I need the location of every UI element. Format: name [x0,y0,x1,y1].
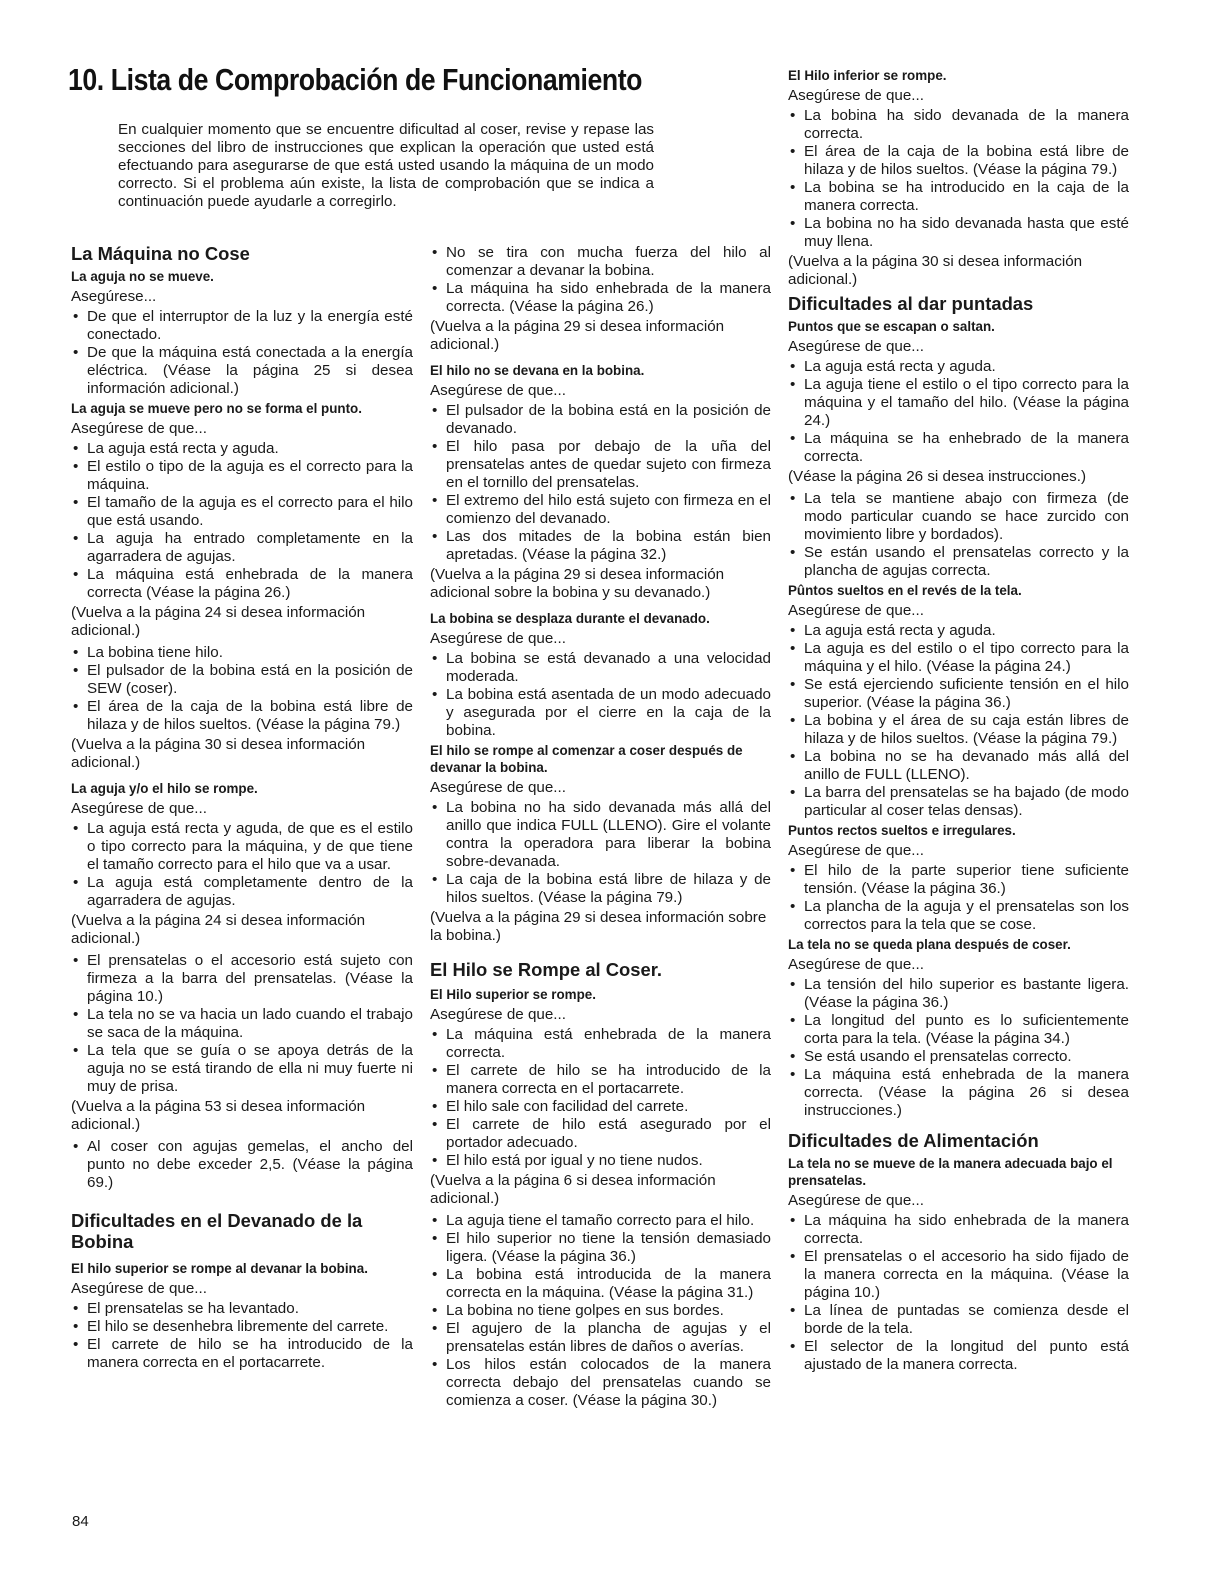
section-heading-feeding-difficulties: Dificultades de Alimentación [788,1130,1039,1151]
subheading-fabric-puckers: La tela no se queda plana después de coser. [788,937,1071,952]
lead-text: Asegúrese... [71,288,157,305]
bullet-list [430,244,771,316]
reference-note: (Vuelva a la página 29 si desea información sobre la bobina.) [430,909,767,944]
list-item: • Se está usando el prensatelas correcto. [788,1048,1129,1066]
list-item: • De que el interruptor de la luz y la energía esté conectado. [71,308,413,344]
lead-text: Asegúrese de que... [788,87,924,104]
list-item: • La tensión del hilo superior es bastante ligera. (Véase la página 36.) [788,976,1129,1012]
list-item: • La máquina está enhebrada de la manera correcta (Véase la página 26.) [71,566,413,602]
list-item: • La máquina se ha enhebrado de la manera correcta. [788,430,1129,466]
list-item: • La tela que se guía o se apoya detrás de la aguja no se está tirando de ella ni muy fuerte ni muy de prisa. [71,1042,413,1096]
lead-text: Asegúrese de que... [430,779,566,796]
list-item: • El prensatelas o el accesorio ha sido fijado de la manera correcta en la máquina. (Véase la página 10.) [788,1248,1129,1302]
intro-paragraph: En cualquier momento que se encuentre dificultad al coser, revise y repase las secciones del libro de instrucciones que explican la operación que usted está efectuando para asegurarse de que está usted usando la máquina de un modo correcto. Si el problema aún existe, la lista de comprobación que se indica a continuación puede ayudarle a corregirlo. [118,121,654,210]
list-item: • Se está ejerciendo suficiente tensión en el hilo superior. (Véase la página 36.) [788,676,1129,712]
lead-text: Asegúrese de que... [788,842,924,859]
list-item: • La bobina tiene hilo. [71,644,413,662]
list-item: • El selector de la longitud del punto está ajustado de la manera correcta. [788,1338,1129,1374]
bullet-list [788,976,1129,1120]
reference-note: (Vuelva a la página 29 si desea información adicional.) [430,318,725,353]
list-item: • La bobina se ha introducido en la caja de la manera correcta. [788,179,1129,215]
list-item: • El hilo se desenhebra libremente del carrete. [71,1318,413,1336]
subheading-irregular-straight-stitches: Puntos rectos sueltos e irregulares. [788,823,1016,838]
list-item: • La bobina se está devanado a una velocidad moderada. [430,650,771,686]
list-item: • La bobina no tiene golpes en sus bordes. [430,1302,771,1320]
section-heading-thread-breaks-sewing: El Hilo se Rompe al Coser. [430,959,663,980]
subheading-needle-thread-breaks: La aguja y/o el hilo se rompe. [71,781,258,796]
list-item: • La máquina está enhebrada de la manera correcta. [430,1026,771,1062]
lead-text: Asegúrese de que... [430,1006,566,1023]
reference-note: (Vuelva a la página 24 si desea información adicional.) [71,912,366,947]
bullet-list [430,1212,771,1410]
list-item: • El pulsador de la bobina está en la posición de SEW (coser). [71,662,413,698]
lead-text: Asegúrese de que... [71,1280,207,1297]
page-title: 10. Lista de Comprobación de Funcionamiento [68,62,643,97]
list-item: • La longitud del punto es lo suficientemente corta para la tela. (Véase la página 34.) [788,1012,1129,1048]
list-item: • La bobina está introducida de la manera correcta en la máquina. (Véase la página 31.) [430,1266,771,1302]
list-item: • El área de la caja de la bobina está libre de hilaza y de hilos sueltos. (Véase la página 79.) [788,143,1129,179]
lead-text: Asegúrese de que... [788,602,924,619]
subheading-bobbin-shifts: La bobina se desplaza durante el devanado. [430,611,710,626]
list-item: • La tela no se va hacia un lado cuando el trabajo se saca de la máquina. [71,1006,413,1042]
section-heading-stitching-difficulties: Dificultades al dar puntadas [788,293,1034,314]
list-item: • La aguja está completamente dentro de la agarradera de agujas. [71,874,413,910]
subheading-skipped-stitches: Puntos que se escapan o saltan. [788,319,995,334]
page-number: 84 [72,1513,89,1530]
list-item: • La bobina ha sido devanada de la manera correcta. [788,107,1129,143]
bullet-list [430,799,771,907]
reference-note: (Vuelva a la página 29 si desea información adicional sobre la bobina y su devanado.) [430,566,725,601]
list-item: • El hilo está por igual y no tiene nudos. [430,1152,771,1170]
list-item: • La línea de puntadas se comienza desde el borde de la tela. [788,1302,1129,1338]
list-item: • La máquina ha sido enhebrada de la manera correcta. [788,1212,1129,1248]
lead-text: Asegúrese de que... [71,420,207,437]
list-item: • El área de la caja de la bobina está libre de hilaza y de hilos sueltos. (Véase la página 79.) [71,698,413,734]
subheading-lower-thread-breaks: El Hilo inferior se rompe. [788,68,947,83]
bullet-list [430,402,771,564]
subheading-thread-breaks-after-winding: El hilo se rompe al comenzar a coser después de devanar la bobina. [430,743,743,775]
list-item: • El carrete de hilo está asegurado por el portador adecuado. [430,1116,771,1152]
subheading-fabric-not-moving: La tela no se mueve de la manera adecuada bajo el prensatelas. [788,1156,1113,1188]
list-item: • Los hilos están colocados de la manera correcta debajo del prensatelas cuando se comienza a coser. (Véase la página 30.) [430,1356,771,1410]
list-item: • Se están usando el prensatelas correcto y la plancha de agujas correcta. [788,544,1129,580]
list-item: • La tela se mantiene abajo con firmeza (de modo particular cuando se hace zurcido con movimiento libre y bordados). [788,490,1129,544]
column-1 [71,243,413,1374]
list-item: • La aguja está recta y aguda, de que es el estilo o tipo correcto para la máquina, y de que tiene el tamaño correcto para el hilo que va a usar. [71,820,413,874]
list-item: • La aguja ha entrado completamente en la agarradera de agujas. [71,530,413,566]
lead-text: Asegúrese de que... [788,956,924,973]
lead-text: Asegúrese de que... [430,382,566,399]
reference-note: (Vuelva a la página 24 si desea información adicional.) [71,604,366,639]
lead-text: Asegúrese de que... [788,338,924,355]
list-item: • El agujero de la plancha de agujas y el prensatelas están libres de daños o averías. [430,1320,771,1356]
list-item: • La máquina está enhebrada de la manera correcta. (Véase la página 26 si desea instrucciones.) [788,1066,1129,1120]
list-item: • La aguja está recta y aguda. [71,440,413,458]
bullet-list [71,820,413,910]
list-item: • El extremo del hilo está sujeto con firmeza en el comienzo del devanado. [430,492,771,528]
bullet-list [788,1212,1129,1374]
list-item: • El hilo pasa por debajo de la uña del prensatelas antes de quedar sujeto con firmeza en el tornillo del prensatelas. [430,438,771,492]
list-item: • No se tira con mucha fuerza del hilo al comenzar a devanar la bobina. [430,244,771,280]
bullet-list [430,650,771,740]
list-item: • La aguja está recta y aguda. [788,358,1129,376]
list-item: • La aguja tiene el tamaño correcto para el hilo. [430,1212,771,1230]
subheading-needle-not-moving: La aguja no se mueve. [71,269,214,284]
list-item: • La máquina ha sido enhebrada de la manera correcta. (Véase la página 26.) [430,280,771,316]
list-item: • La plancha de la aguja y el prensatelas son los correctos para la tela que se cose. [788,898,1129,934]
subheading-upper-thread-breaks: El Hilo superior se rompe. [430,987,596,1002]
reference-note: (Vuelva a la página 6 si desea información adicional.) [430,1172,716,1207]
reference-note: (Véase la página 26 si desea instrucciones.) [788,468,1087,485]
list-item: • El hilo superior no tiene la tensión demasiado ligera. (Véase la página 36.) [430,1230,771,1266]
bullet-list [788,622,1129,820]
lead-text: Asegúrese de que... [430,630,566,647]
list-item: • La caja de la bobina está libre de hilaza y de hilos sueltos. (Véase la página 79.) [430,871,771,907]
subheading-thread-not-winding: El hilo no se devana en la bobina. [430,363,645,378]
bullet-list [71,1138,413,1192]
list-item: • El hilo de la parte superior tiene suficiente tensión. (Véase la página 36.) [788,862,1129,898]
lead-text: Asegúrese de que... [71,800,207,817]
section-heading-machine-not-sewing: La Máquina no Cose [71,243,250,264]
list-item: • Las dos mitades de la bobina están bien apretadas. (Véase la página 32.) [430,528,771,564]
bullet-list [788,862,1129,934]
list-item: • La bobina no se ha devanado más allá del anillo de FULL (LLENO). [788,748,1129,784]
list-item: • La bobina no ha sido devanada hasta que esté muy llena. [788,215,1129,251]
bullet-list [788,490,1129,580]
list-item: • La aguja está recta y aguda. [788,622,1129,640]
list-item: • La aguja tiene el estilo o el tipo correcto para la máquina y el tamaño del hilo. (Véase la página 24.) [788,376,1129,430]
list-item: • La bobina no ha sido devanada más allá del anillo que indica FULL (LLENO). Gire el volante contra la operadora para liberar la bobina sobre-devanada. [430,799,771,871]
bullet-list [71,644,413,734]
list-item: • El hilo sale con facilidad del carrete. [430,1098,771,1116]
bullet-list [71,952,413,1096]
column-2 [430,244,771,1412]
list-item: • La barra del prensatelas se ha bajado (de modo particular al coser telas densas). [788,784,1129,820]
list-item: • La bobina y el área de su caja están libres de hilaza y de hilos sueltos. (Véase la página 79.) [788,712,1129,748]
bullet-list [788,107,1129,251]
list-item: • El prensatelas o el accesorio está sujeto con firmeza a la barra del prensatelas. (Véase la página 10.) [71,952,413,1006]
bullet-list [430,1026,771,1170]
bullet-list [71,1300,413,1372]
bullet-list [788,358,1129,466]
list-item: • El estilo o tipo de la aguja es el correcto para la máquina. [71,458,413,494]
reference-note: (Vuelva a la página 53 si desea información adicional.) [71,1098,366,1133]
list-item: • El prensatelas se ha levantado. [71,1300,413,1318]
list-item: • Al coser con agujas gemelas, el ancho del punto no debe exceder 2,5. (Véase la página 69.) [71,1138,413,1192]
subheading-loose-stitches-underside: Pûntos sueltos en el revés de la tela. [788,583,1022,598]
subheading-needle-moves-no-stitch: La aguja se mueve pero no se forma el punto. [71,401,362,416]
lead-text: Asegúrese de que... [788,1192,924,1209]
list-item: • De que la máquina está conectada a la energía eléctrica. (Véase la página 25 si desea información adicional.) [71,344,413,398]
list-item: • El tamaño de la aguja es el correcto para el hilo que está usando. [71,494,413,530]
subheading-upper-thread-breaks-winding: El hilo superior se rompe al devanar la bobina. [71,1261,368,1276]
list-item: • La aguja es del estilo o el tipo correcto para la máquina y el hilo. (Véase la página 24.) [788,640,1129,676]
column-3 [788,67,1129,1376]
reference-note: (Vuelva a la página 30 si desea información adicional.) [788,253,1083,288]
list-item: • La bobina está asentada de un modo adecuado y asegurada por el cierre en la caja de la bobina. [430,686,771,740]
list-item: • El pulsador de la bobina está en la posición de devanado. [430,402,771,438]
bullet-list [71,308,413,398]
section-heading-bobbin-winding: Dificultades en el Devanado de la Bobina [71,1210,363,1252]
bullet-list [71,440,413,602]
list-item: • El carrete de hilo se ha introducido de la manera correcta en el portacarrete. [430,1062,771,1098]
reference-note: (Vuelva a la página 30 si desea información adicional.) [71,736,366,771]
list-item: • El carrete de hilo se ha introducido de la manera correcta en el portacarrete. [71,1336,413,1372]
